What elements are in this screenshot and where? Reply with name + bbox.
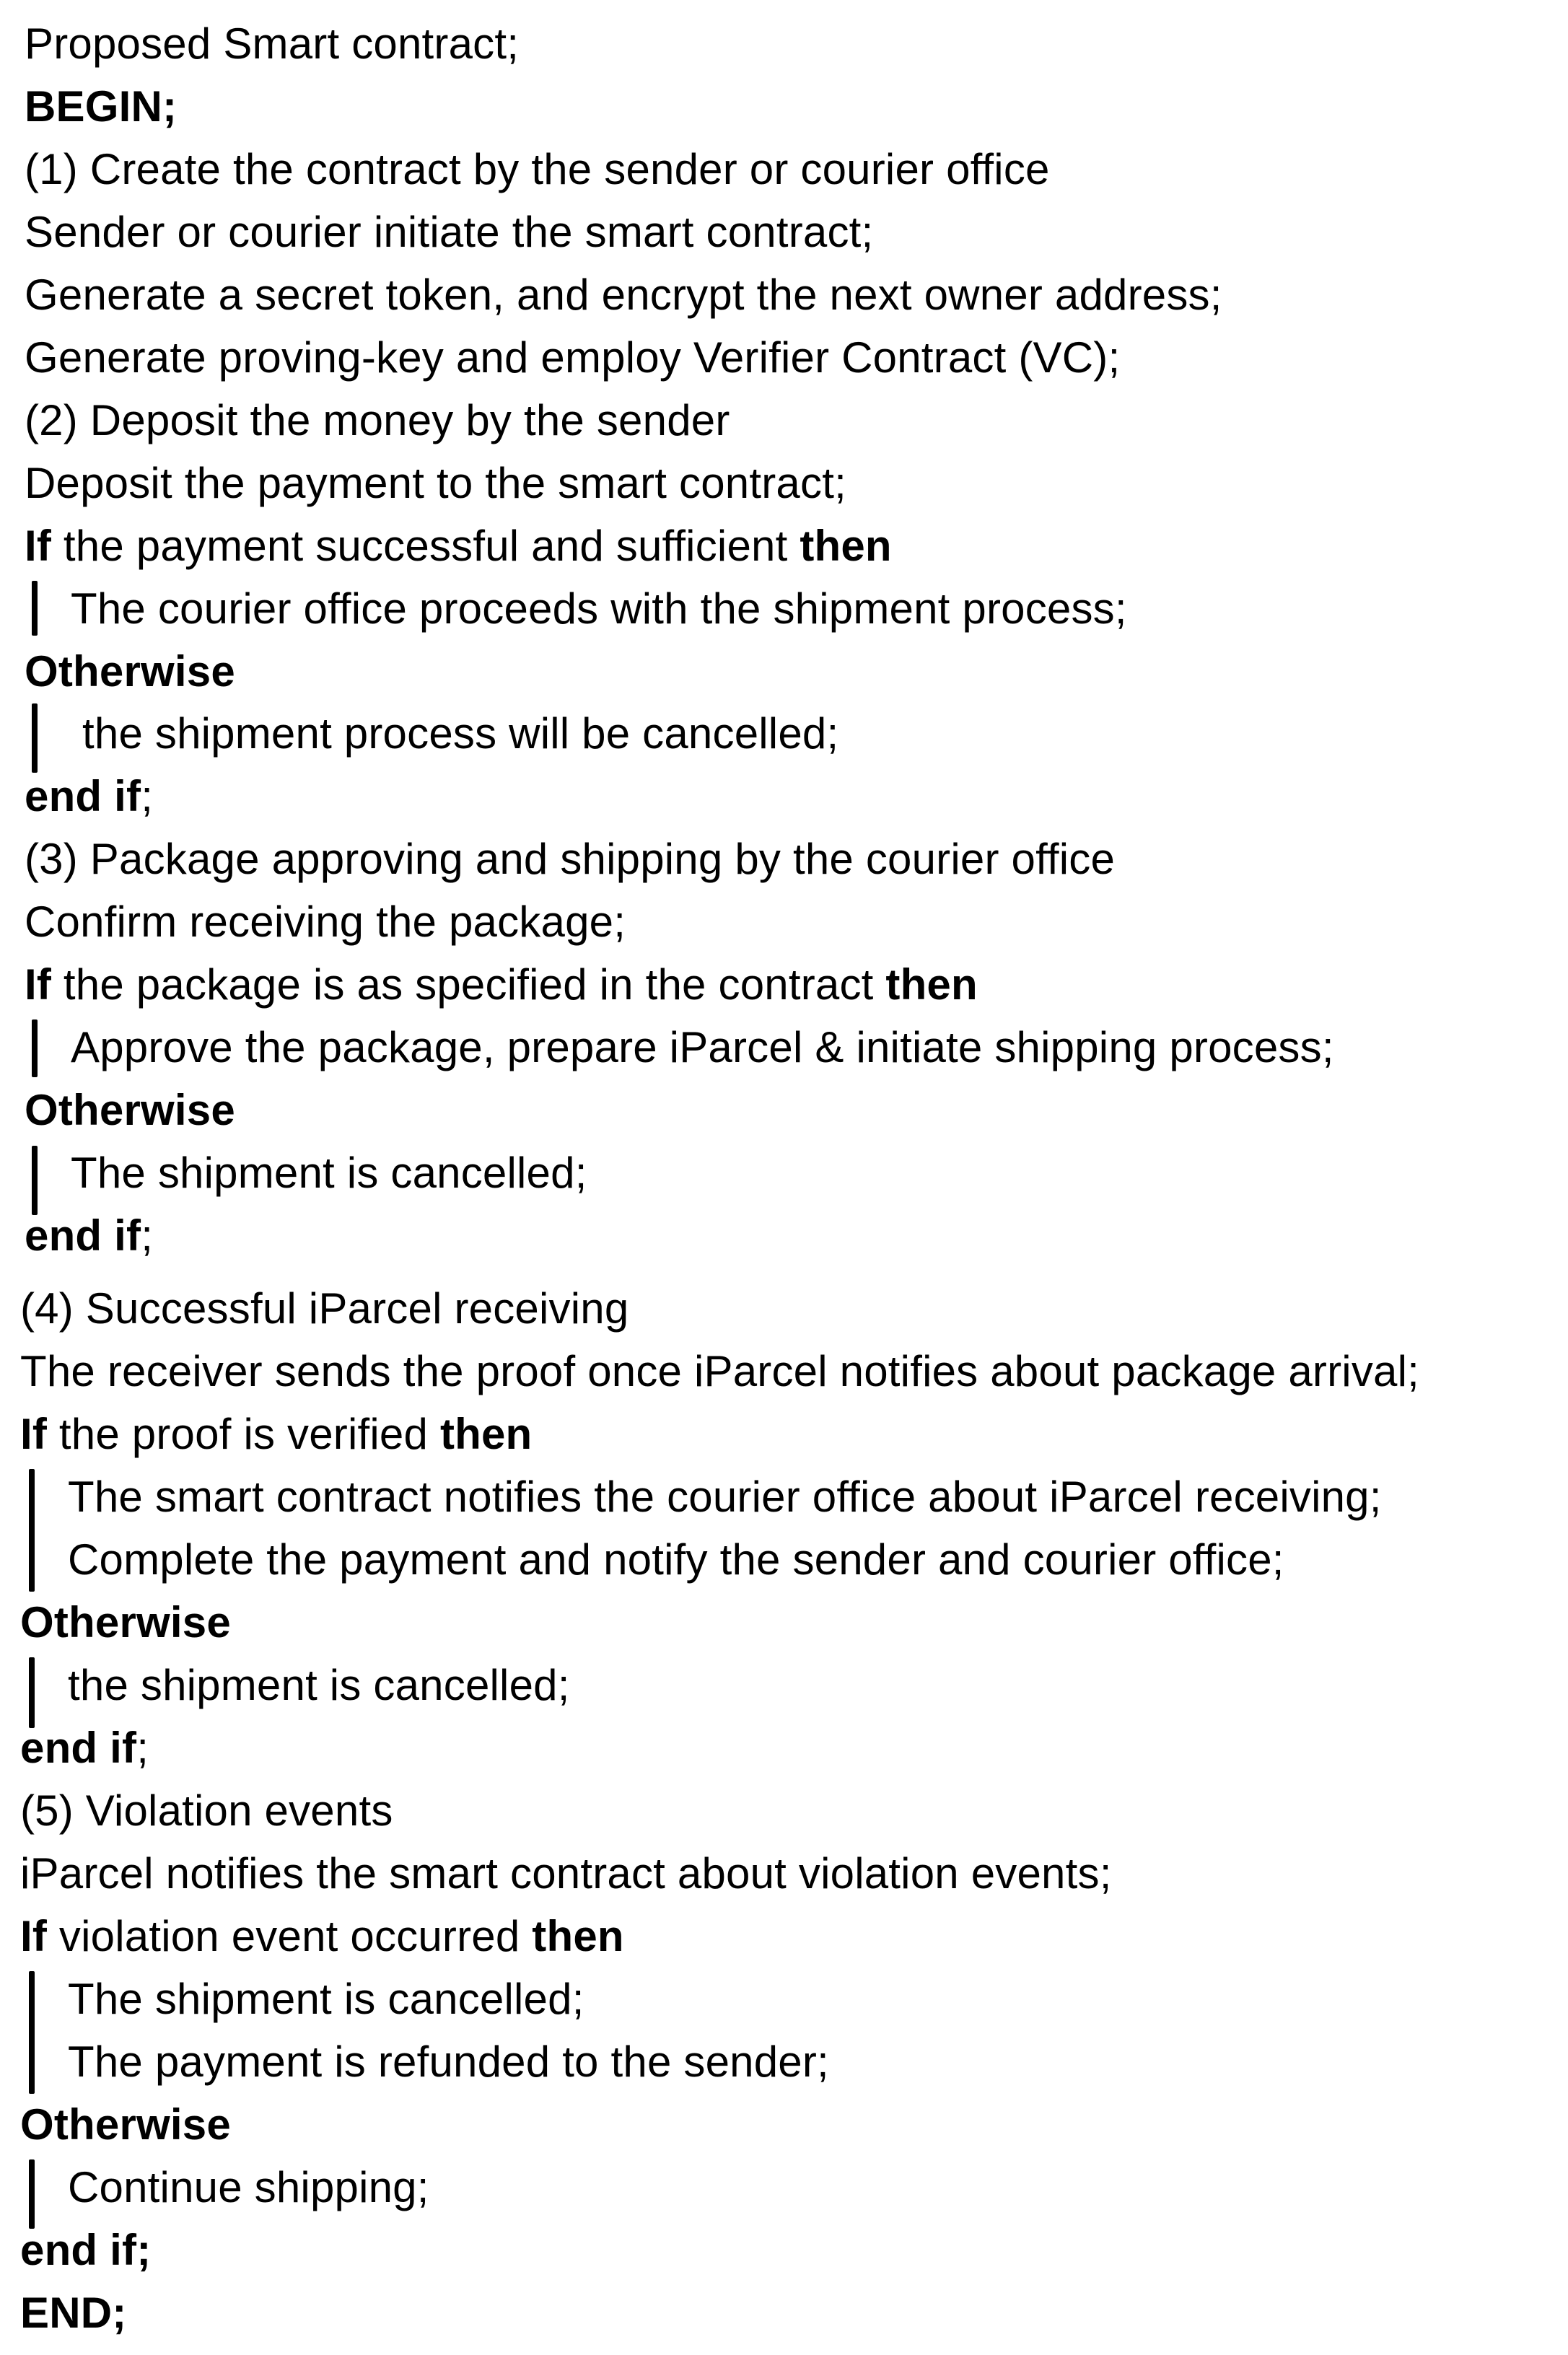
if-condition: the payment successful and sufficient [51, 522, 800, 570]
step-3-action: Confirm receiving the package; [25, 898, 626, 946]
if-condition: the proof is verified [47, 1410, 440, 1458]
step-5-otherwise-line: Continue shipping; [68, 2163, 429, 2211]
otherwise-keyword: Otherwise [20, 1598, 231, 1646]
step-3-otherwise-line: The shipment is cancelled; [71, 1149, 587, 1197]
step-5-if-line [20, 1905, 624, 1968]
end-keyword: END; [20, 2289, 127, 2337]
block-bar [32, 581, 38, 636]
then-keyword: then [800, 522, 892, 570]
if-condition: the package is as specified in the contract [51, 960, 886, 1009]
step-3-then-line: Approve the package, prepare iParcel & initiate shipping process; [71, 1023, 1334, 1071]
block-bar [29, 1469, 35, 1592]
if-keyword: If [25, 522, 52, 570]
block-bar [29, 1971, 35, 2094]
step-3-heading: (3) Package approving and shipping by the courier office [25, 835, 1116, 883]
end-if-keyword: end if [20, 1724, 137, 1772]
step-1-line: Sender or courier initiate the smart contract; [25, 208, 874, 256]
otherwise-keyword: Otherwise [20, 2100, 231, 2149]
step-2-if-line [25, 514, 892, 578]
step-2-otherwise-line: the shipment process will be cancelled; [82, 709, 839, 758]
step-4-action: The receiver sends the proof once iParcel notifies about package arrival; [20, 1347, 1419, 1395]
then-keyword: then [439, 1410, 533, 1458]
begin-keyword: BEGIN; [25, 82, 178, 131]
block-bar [32, 1019, 38, 1077]
step-3-if-line [25, 953, 978, 1017]
step-4-then-line: Complete the payment and notify the sender and courier office; [68, 1535, 1284, 1584]
then-keyword: then [532, 1912, 624, 1960]
otherwise-keyword: Otherwise [25, 647, 235, 696]
step-1-line: Generate proving-key and employ Verifier Contract (VC); [25, 333, 1121, 382]
end-if-line: end if; [25, 1211, 154, 1260]
step-1-line: Generate a secret token, and encrypt the next owner address; [25, 271, 1222, 319]
end-if-keyword: end if [25, 772, 141, 820]
end-if-keyword: end if [25, 1211, 141, 1260]
if-keyword: If [20, 1410, 48, 1458]
step-5-then-line: The payment is refunded to the sender; [68, 2038, 829, 2086]
step-5-action: iParcel notifies the smart contract about violation events; [20, 1849, 1112, 1898]
if-keyword: If [25, 960, 52, 1009]
algorithm-title: Proposed Smart contract; [25, 19, 520, 68]
otherwise-keyword: Otherwise [25, 1086, 235, 1134]
step-1-heading: (1) Create the contract by the sender or courier office [25, 145, 1050, 193]
step-4-if-line [20, 1403, 532, 1466]
if-keyword: If [20, 1912, 48, 1960]
step-4-then-line: The smart contract notifies the courier office about iParcel receiving; [68, 1473, 1382, 1521]
step-4-otherwise-line: the shipment is cancelled; [68, 1661, 570, 1709]
step-2-action: Deposit the payment to the smart contract; [25, 459, 846, 507]
end-if-line: end if; [25, 772, 154, 820]
end-if-line: end if; [20, 1724, 149, 1772]
step-2-heading: (2) Deposit the money by the sender [25, 396, 730, 444]
if-condition: violation event occurred [47, 1912, 533, 1960]
end-if-keyword: end if; [20, 2226, 152, 2274]
step-4-heading: (4) Successful iParcel receiving [20, 1284, 629, 1333]
then-keyword: then [885, 960, 978, 1009]
step-5-heading: (5) Violation events [20, 1786, 393, 1835]
step-5-then-line: The shipment is cancelled; [68, 1975, 584, 2023]
step-2-then-line: The courier office proceeds with the shipment process; [71, 584, 1127, 633]
block-bar [32, 703, 38, 773]
